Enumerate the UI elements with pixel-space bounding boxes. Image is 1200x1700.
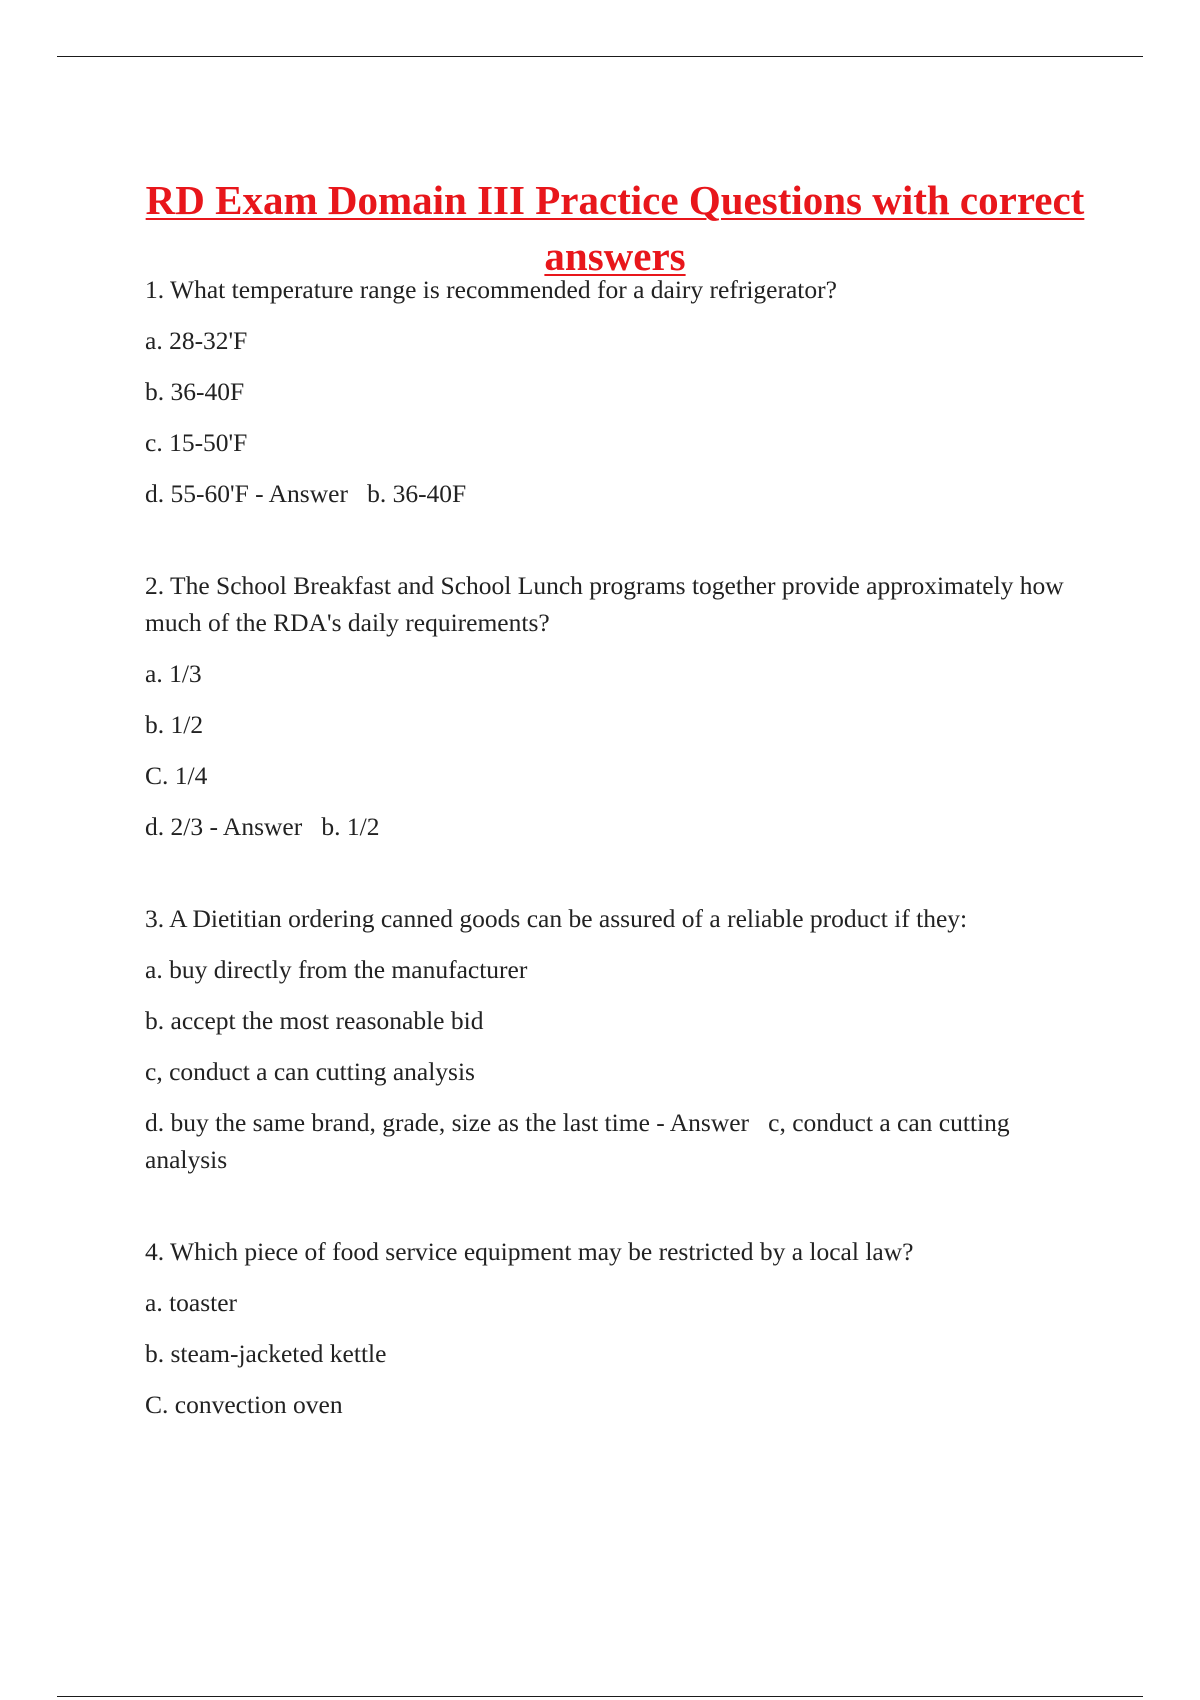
option-b: b. 36-40F <box>145 377 245 406</box>
option-b: b. steam-jacketed kettle <box>145 1339 387 1368</box>
question-text: 1. What temperature range is recommended for a dairy refrigerator? <box>145 275 837 304</box>
answer: c, conduct a can cutting analysis <box>145 1108 1010 1174</box>
option-c: C. 1/4 <box>145 761 208 790</box>
answer: b. 1/2 <box>321 812 380 841</box>
option-a: a. toaster <box>145 1288 238 1317</box>
bottom-rule <box>57 1696 1143 1697</box>
option-a: a. 28-32'F <box>145 326 248 355</box>
question-3 <box>145 900 1085 1178</box>
question-text: 4. Which piece of food service equipment may be restricted by a local law? <box>145 1237 914 1266</box>
answer-label: - Answer <box>203 812 322 841</box>
question-text: 2. The School Breakfast and School Lunch programs together provide approximately how much of the RDA's daily requirements? <box>145 571 1064 637</box>
answer: b. 36-40F <box>367 479 467 508</box>
question-4 <box>145 1233 1085 1423</box>
question-2 <box>145 567 1085 845</box>
document-title <box>100 172 1130 284</box>
option-c: C. convection oven <box>145 1390 343 1419</box>
option-d-with-answer <box>145 1104 1085 1178</box>
option-b: b. accept the most reasonable bid <box>145 1006 484 1035</box>
option-b: b. 1/2 <box>145 710 204 739</box>
option-c: c, conduct a can cutting analysis <box>145 1057 475 1086</box>
option-c: c. 15-50'F <box>145 428 248 457</box>
option-d: d. 2/3 <box>145 812 204 841</box>
option-d-with-answer <box>145 808 1085 845</box>
option-a: a. 1/3 <box>145 659 202 688</box>
answer-label: - Answer <box>649 1108 769 1137</box>
option-a: a. buy directly from the manufacturer <box>145 955 528 984</box>
option-d: d. buy the same brand, grade, size as the last time <box>145 1108 650 1137</box>
option-d-with-answer <box>145 475 1085 512</box>
answer-label: - Answer <box>248 479 368 508</box>
question-1 <box>145 271 1085 512</box>
question-list <box>145 271 1085 1478</box>
question-text: 3. A Dietitian ordering canned goods can be assured of a reliable product if they: <box>145 904 968 933</box>
document-title-text: RD Exam Domain III Practice Questions with correct answers <box>145 177 1085 280</box>
option-d: d. 55-60'F <box>145 479 249 508</box>
top-rule <box>57 56 1143 57</box>
